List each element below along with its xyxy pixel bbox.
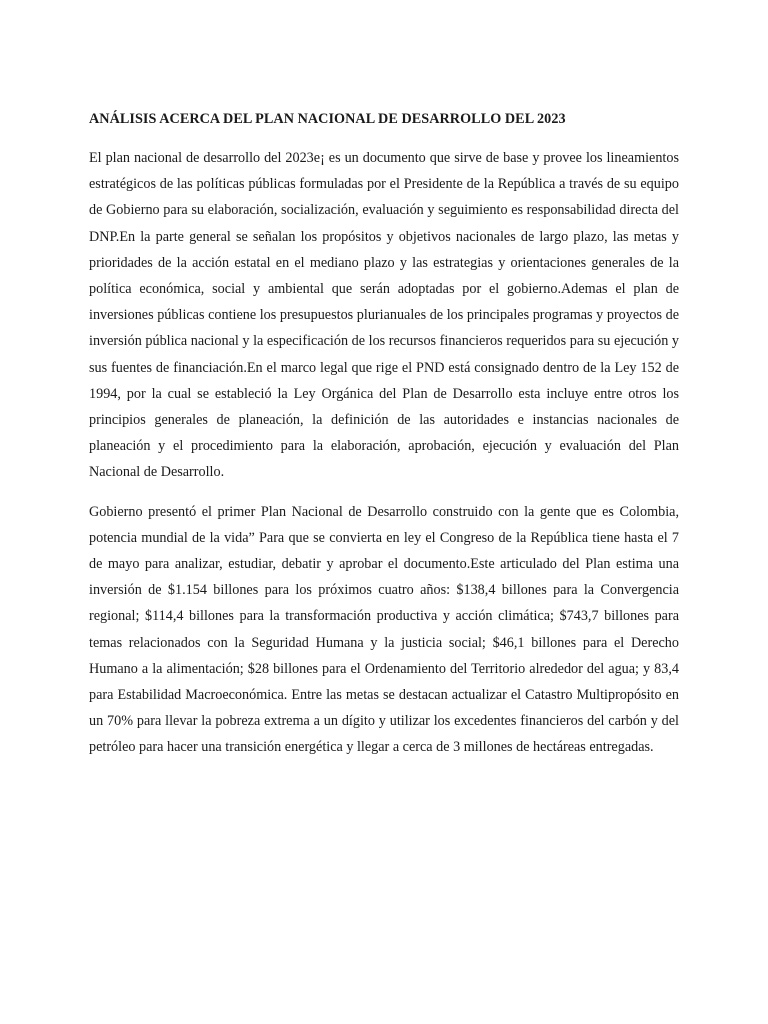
document-body: [89, 108, 679, 774]
paragraph-plan-overview: El plan nacional de desarrollo del 2023e¡ es un documento que sirve de base y provee los lineamientos estratégicos de las políticas públicas formuladas por el Presidente de la República a través de su equipo de Gobierno para su elaboración, socialización, evaluación y seguimiento es responsabilidad directa del DNP.En la parte general se señalan los propósitos y objetivos nacionales de largo plazo, las metas y prioridades de la acción estatal en el mediano plazo y las estrategias y orientaciones generales de la política económica, social y ambiental que serán adoptadas por el gobierno.Ademas el plan de inversiones públicas contiene los presupuestos plurianuales de los principales programas y proyectos de inversión pública nacional y la especificación de los recursos financieros requeridos para su ejecución y sus fuentes de financiación.En el marco legal que rige el PND está consignado dentro de la Ley 152 de 1994, por la cual se estableció la Ley Orgánica del Plan de Desarrollo esta incluye entre otros los principios generales de planeación, la definición de las autoridades e instancias nacionales de planeación y el procedimiento para la elaboración, aprobación, ejecución y evaluación del Plan Nacional de Desarrollo.: [89, 150, 679, 481]
document-title: ANÁLISIS ACERCA DEL PLAN NACIONAL DE DESARROLLO DEL 2023: [89, 111, 566, 127]
paragraph-plan-investment: Gobierno presentó el primer Plan Nacional de Desarrollo construido con la gente que es Colombia, potencia mundial de la vida” Para que se convierta en ley el Congreso de la República tiene hasta el 7 de mayo para analizar, estudiar, debatir y aprobar el documento.Este articulado del Plan estima una inversión de $1.154 billones para los próximos cuatro años: $138,4 billones para la Convergencia regional; $114,4 billones para la transformación productiva y acción climática; $743,7 billones para temas relacionados con la Seguridad Humana y la justicia social; $46,1 billones para el Derecho Humano a la alimentación; $28 billones para el Ordenamiento del Territorio alrededor del agua; y 83,4 para Estabilidad Macroeconómica. Entre las metas se destacan actualizar el Catastro Multipropósito en un 70% para llevar la pobreza extrema a un dígito y utilizar los excedentes financieros del carbón y del petróleo para hacer una transición energética y llegar a cerca de 3 millones de hectáreas entregadas.: [89, 503, 679, 756]
